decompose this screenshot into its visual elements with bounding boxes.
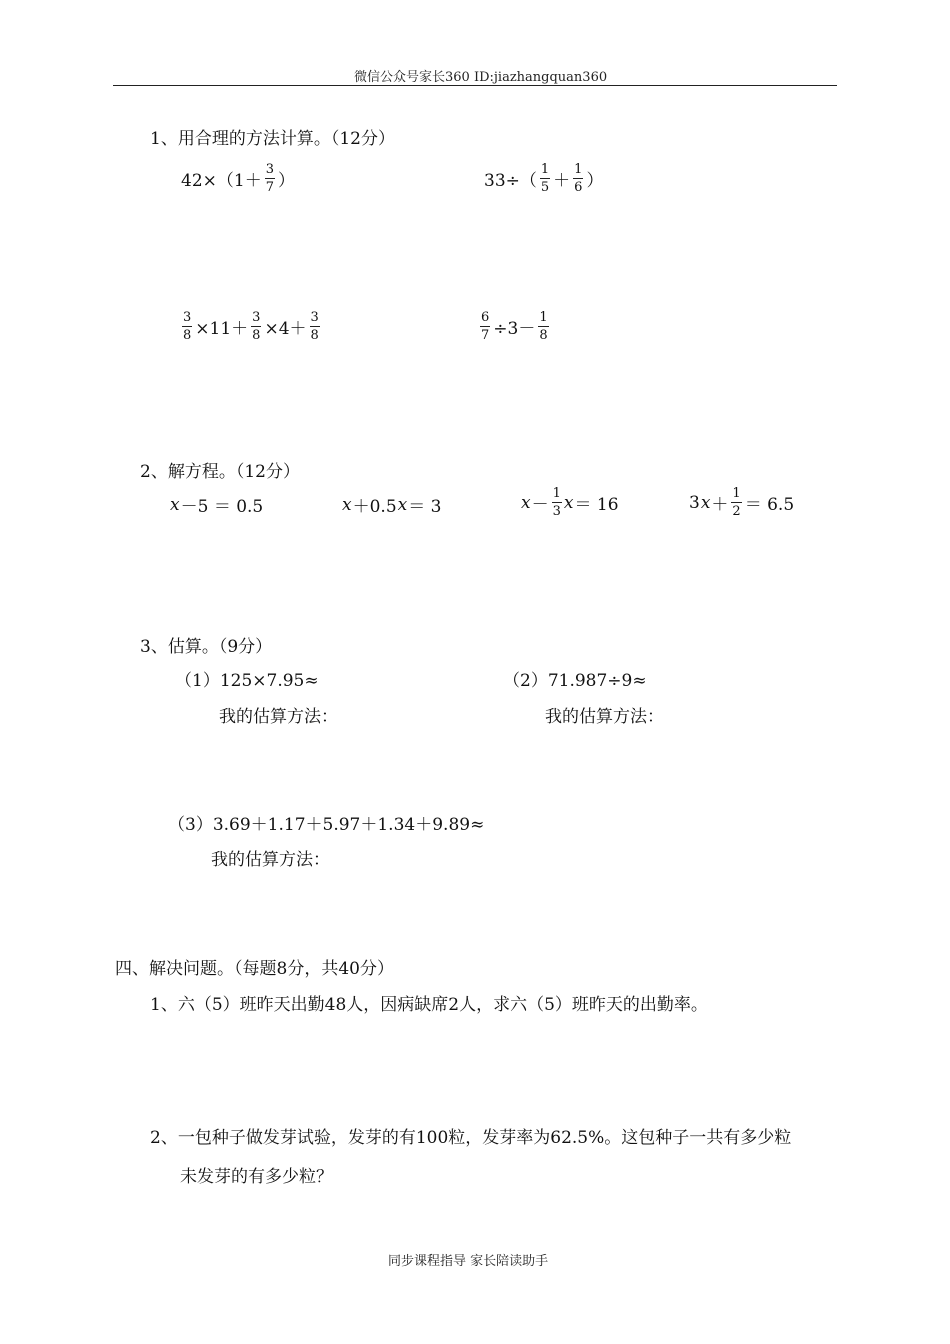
estimate-method-label-3: 我的估算方法：	[211, 850, 330, 870]
fraction-bar	[480, 326, 490, 327]
variable: x	[700, 492, 711, 513]
variable: x	[397, 494, 408, 515]
equation-1	[170, 492, 264, 517]
fraction-numerator: 1	[574, 162, 583, 177]
fraction-denominator: 7	[265, 180, 274, 195]
fraction	[182, 310, 192, 343]
problems-section-title: 四、解决问题。（每题8分，共40分）	[115, 959, 394, 979]
equation-2	[342, 492, 442, 517]
fraction-numerator: 1	[732, 486, 741, 501]
fraction	[265, 162, 275, 195]
fraction-numerator: 3	[265, 162, 274, 177]
fraction-numerator: 3	[252, 310, 261, 325]
expression-text: ＝ 3	[408, 497, 442, 517]
expression-text: ×11＋	[195, 319, 249, 339]
fraction-denominator: 8	[252, 328, 261, 343]
expression-text: ＝ 16	[574, 495, 619, 515]
fraction	[552, 486, 562, 519]
fraction	[538, 310, 548, 343]
estimate-method-label-2: 我的估算方法：	[545, 707, 664, 727]
fraction-numerator: 3	[183, 310, 192, 325]
variable: x	[170, 494, 180, 515]
fraction-bar	[265, 178, 275, 179]
calc-expression-3	[180, 310, 322, 343]
expression-text: ＋	[711, 495, 729, 515]
expression-text: 42×（1＋	[181, 171, 262, 191]
fraction-numerator: 1	[552, 486, 561, 501]
fraction-bar	[538, 326, 548, 327]
expression-text: ＝ 6.5	[744, 495, 795, 515]
header-divider	[113, 85, 837, 86]
estimate-item-2: （2）71.987÷9≈	[503, 671, 647, 691]
fraction	[731, 486, 741, 519]
calc-expression-2	[483, 162, 604, 195]
calc-expression-1	[180, 162, 296, 195]
fraction-bar	[310, 326, 320, 327]
fraction-denominator: 5	[540, 180, 550, 195]
variable: x	[563, 492, 574, 513]
page-footer: 同步课程指导 家长陪读助手	[388, 1254, 549, 1269]
estimate-method-label-1: 我的估算方法：	[219, 707, 338, 727]
expression-text: 33÷（	[484, 171, 537, 191]
fraction-denominator: 8	[539, 328, 548, 343]
fraction-bar	[182, 326, 192, 327]
fraction-numerator: 3	[310, 310, 319, 325]
fraction-denominator: 7	[481, 328, 490, 343]
calc-expression-4	[478, 310, 551, 343]
fraction-denominator: 2	[732, 504, 741, 519]
fraction-denominator: 8	[310, 328, 319, 343]
expression-text: ）	[586, 171, 604, 191]
fraction-bar	[251, 326, 261, 327]
variable: x	[342, 494, 352, 515]
fraction-numerator: 1	[540, 162, 550, 177]
page-header: 微信公众号家长360 ID:jiazhangquan360	[354, 70, 608, 85]
fraction	[573, 162, 583, 195]
variable: x	[521, 492, 531, 513]
fraction-bar	[552, 502, 562, 503]
expression-text: 3	[689, 492, 700, 513]
fraction	[251, 310, 261, 343]
estimate-item-3: （3）3.69＋1.17＋5.97＋1.34＋9.89≈	[168, 815, 485, 835]
fraction-numerator: 1	[539, 310, 548, 325]
word-problem-2-line-2: 未发芽的有多少粒？	[180, 1167, 333, 1187]
fraction-bar	[540, 178, 550, 179]
equation-3	[521, 486, 620, 519]
expression-text: ＋0.5	[352, 497, 397, 517]
calc-section-title: 1、用合理的方法计算。（12分）	[150, 129, 395, 149]
fraction-bar	[731, 502, 741, 503]
equation-4	[688, 486, 795, 519]
estimate-item-1: （1）125×7.95≈	[175, 671, 319, 691]
fraction-numerator: 6	[481, 310, 490, 325]
fraction-denominator: 3	[552, 504, 561, 519]
fraction-denominator: 6	[574, 180, 583, 195]
expression-text: ×4＋	[264, 319, 307, 339]
fraction	[480, 310, 490, 343]
expression-text: ＋	[553, 171, 571, 191]
expression-text: －	[531, 495, 549, 515]
estimate-section-title: 3、估算。（9分）	[140, 637, 273, 657]
fraction-denominator: 8	[183, 328, 192, 343]
equation-section-title: 2、解方程。（12分）	[140, 462, 300, 482]
expression-text: －5 ＝ 0.5	[180, 497, 264, 517]
word-problem-2-line-1: 2、一包种子做发芽试验，发芽的有100粒，发芽率为62.5%。这包种子一共有多少粒	[150, 1128, 792, 1148]
expression-text: ）	[277, 171, 295, 191]
word-problem-1: 1、六（5）班昨天出勤48人，因病缺席2人，求六（5）班昨天的出勤率。	[150, 995, 708, 1015]
expression-text: ÷3－	[493, 319, 536, 339]
fraction	[540, 162, 550, 195]
fraction-bar	[573, 178, 583, 179]
fraction	[310, 310, 320, 343]
